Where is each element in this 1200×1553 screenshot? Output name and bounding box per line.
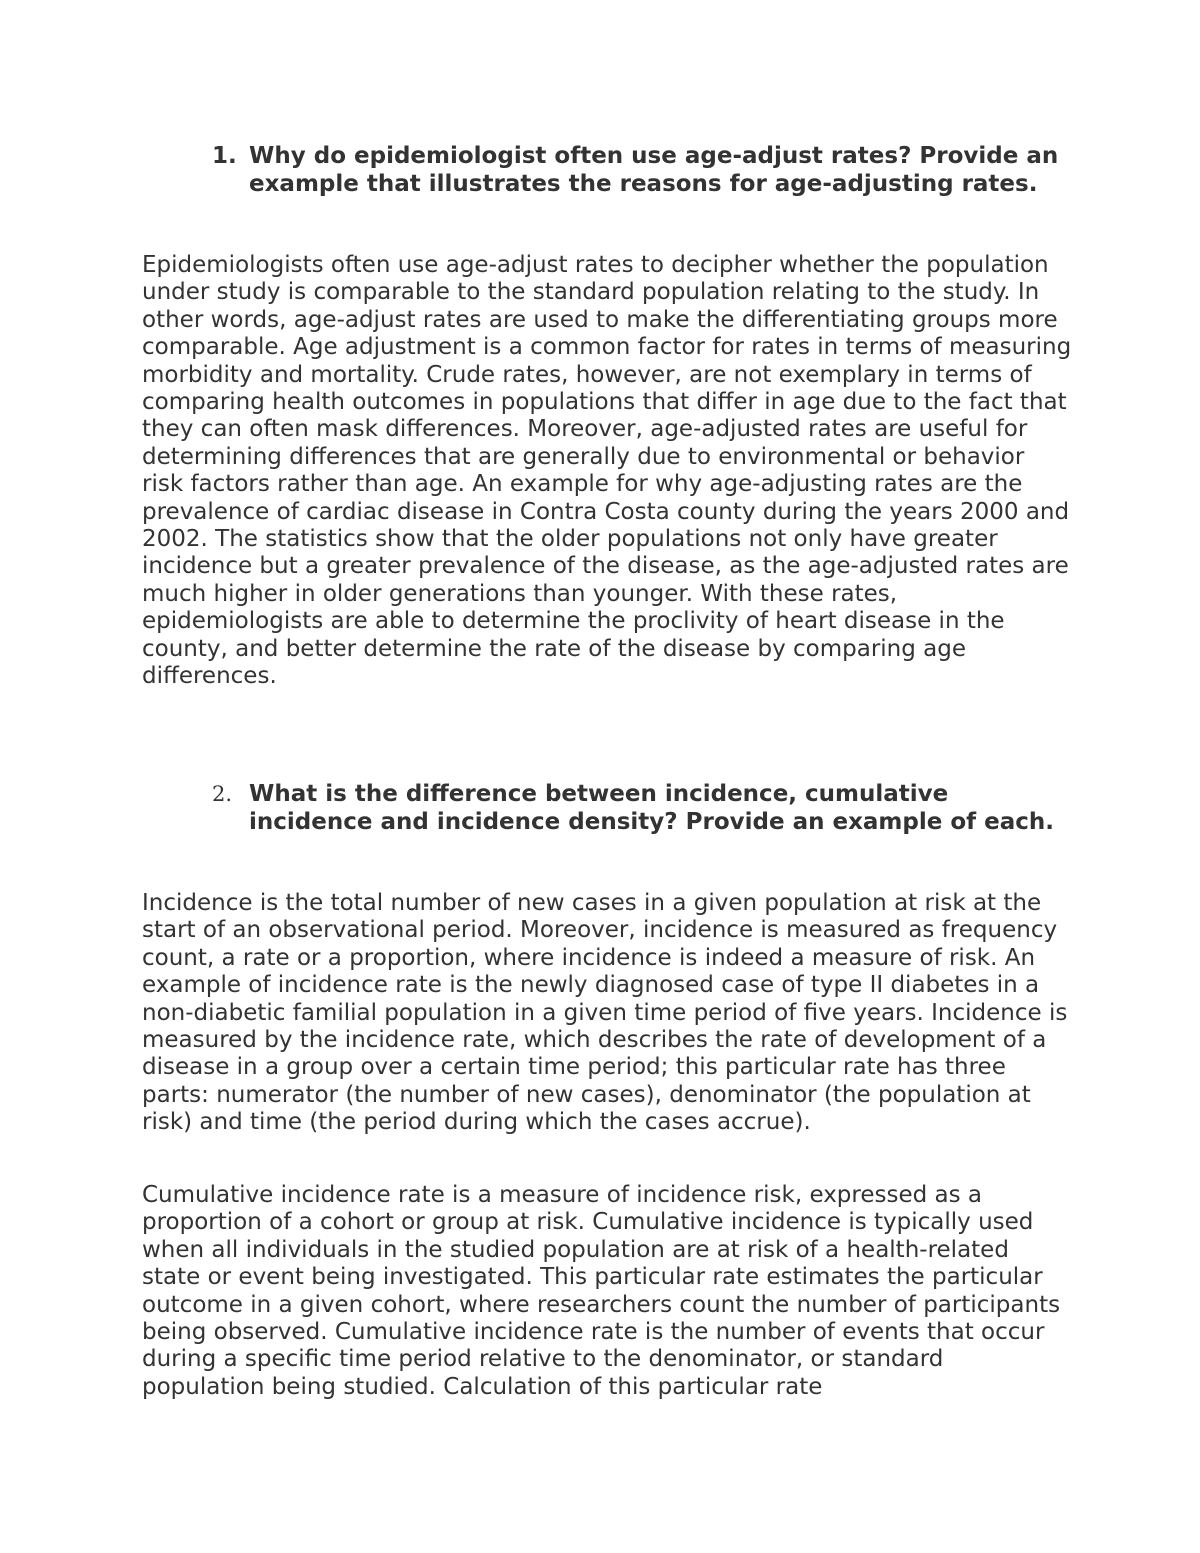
question-2 [212, 781, 1072, 836]
answer-1-paragraph: Epidemiologists often use age-adjust rates to decipher whether the population under study is comparable to the standard population relating to the study. In other words, age-adjust rates are used to make the differentiating groups more comparable. Age adjustment is a common factor for rates in terms of measuring morbidity and mortality. Crude rates, however, are not exemplary in terms of comparing health outcomes in populations that differ in age due to the fact that they can often mask differences. Moreover, age-adjusted rates are useful for determining differences that are generally due to environmental or behavior risk factors rather than age. An example for why age-adjusting rates are the prevalence of cardiac disease in Contra Costa county during the years 2000 and 2002. The statistics show that the older populations not only have greater incidence but a greater prevalence of the disease, as the age-adjusted rates are much higher in older generations than younger. With these rates, epidemiologists are able to determine the proclivity of heart disease in the county, and better determine the rate of the disease by comparing age differences. [142, 252, 1072, 690]
question-2-number: 2. [212, 782, 233, 806]
answer-2-paragraph-1: Incidence is the total number of new cases in a given population at risk at the start of an observational period. Moreover, incidence is measured as frequency count, a rate or a proportion, where incidence is indeed a measure of risk. An example of incidence rate is the newly diagnosed case of type II diabetes in a non-diabetic familial population in a given time period of five years. Incidence is measured by the incidence rate, which describes the rate of development of a disease in a group over a certain time period; this particular rate has three parts: numerator (the number of new cases), denominator (the population at risk) and time (the period during which the cases accrue). [142, 890, 1068, 1136]
question-1-text: Why do epidemiologist often use age-adjust rates? Provide an example that illustrates the reasons for age-adjusting rates. [249, 143, 1059, 197]
question-1 [212, 143, 1072, 198]
question-2-text: What is the difference between incidence, cumulative incidence and incidence density? Provide an example of each. [249, 781, 1055, 835]
answer-2-paragraph-2: Cumulative incidence rate is a measure of incidence risk, expressed as a proportion of a cohort or group at risk. Cumulative incidence is typically used when all individuals in the studied population are at risk of a health-related state or event being investigated. This particular rate estimates the particular outcome in a given cohort, where researchers count the number of participants being observed. Cumulative incidence rate is the number of events that occur during a specific time period relative to the denominator, or standard population being studied. Calculation of this particular rate [142, 1182, 1061, 1400]
question-1-number: 1. [212, 143, 237, 169]
